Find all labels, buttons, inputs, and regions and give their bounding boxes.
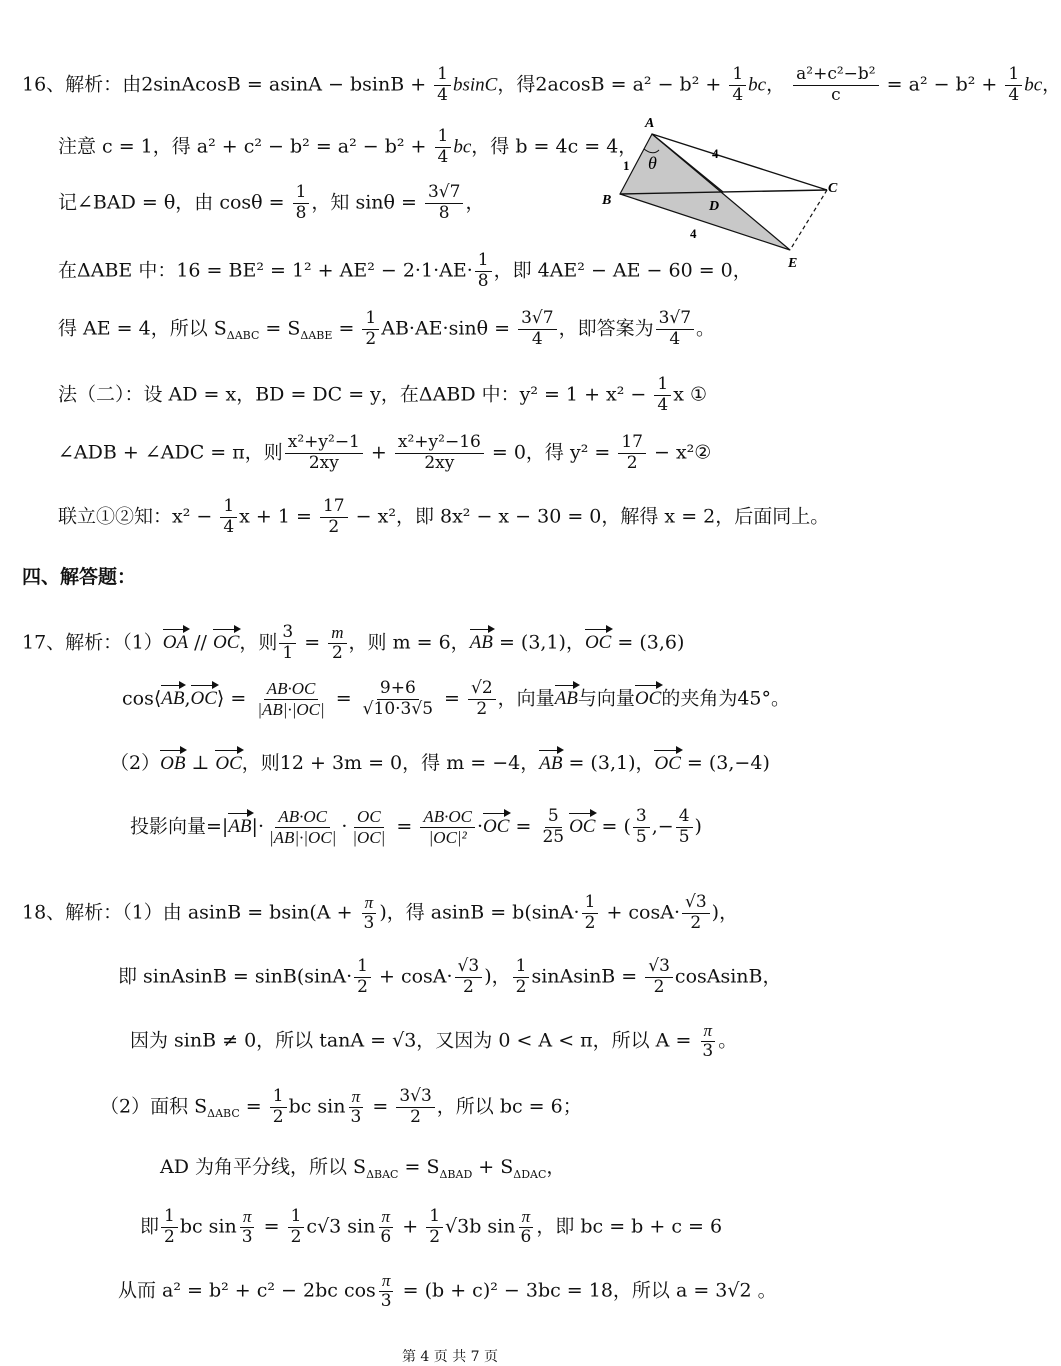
math: · — [476, 815, 484, 838]
fraction — [348, 1088, 365, 1127]
den: 4 — [437, 84, 448, 105]
math: = — [390, 815, 419, 838]
text: 即 — [140, 1215, 160, 1238]
problem-16-line-3 — [58, 184, 484, 223]
problem-16-line-6 — [58, 376, 707, 415]
math: 注意 c = 1，得 a² + c² − b² = a² − b² + — [58, 135, 433, 158]
fraction — [288, 1208, 305, 1247]
num: 1 — [354, 958, 371, 978]
den: 5 — [678, 826, 690, 847]
num: π — [701, 1022, 716, 1042]
math: ，即 4AE² − AE − 60 = 0， — [493, 259, 752, 282]
vector: OC — [213, 632, 240, 654]
fraction — [285, 434, 363, 473]
fraction — [729, 66, 746, 105]
num: 1 — [729, 66, 746, 86]
math: ，所以 bc = 6； — [436, 1095, 582, 1118]
den: 2 — [357, 976, 368, 997]
fraction — [539, 808, 567, 847]
text: 由 — [122, 73, 142, 96]
page-footer: 第 4 页 共 7 页 — [401, 1349, 499, 1365]
math: = (3,1)， — [492, 631, 585, 654]
vector: AB — [469, 632, 493, 654]
fraction — [396, 1088, 434, 1127]
vector: AB — [161, 688, 185, 710]
math: |· — [251, 815, 264, 838]
math: √3b sin — [445, 1215, 516, 1238]
math: 因为 sinB ≠ 0，所以 tanA = √3，又因为 0 < A < π，所以 A = — [130, 1029, 698, 1052]
math: = — [257, 1215, 286, 1238]
math: ⟩ = — [216, 687, 253, 710]
vector: AB — [554, 688, 578, 710]
math: = — [332, 317, 361, 340]
num: √3 — [682, 894, 710, 914]
vector: OC — [215, 753, 242, 774]
num: 1 — [435, 128, 452, 148]
problem-18-line-2 — [118, 958, 782, 997]
den: 25 — [542, 826, 565, 847]
math: ) — [694, 815, 702, 838]
problem-16-line-1 — [22, 66, 1061, 105]
den: 2 — [272, 1106, 284, 1127]
vector: OC — [634, 688, 662, 710]
math: = — [298, 631, 327, 654]
problem-label: 18、解析： — [22, 901, 123, 924]
fraction — [360, 680, 436, 719]
fraction — [378, 1272, 395, 1311]
fraction — [328, 624, 346, 663]
fraction — [633, 808, 650, 847]
text: ， — [465, 191, 485, 214]
num: 1 — [270, 1088, 287, 1108]
fraction — [362, 310, 379, 349]
problem-16-line-7 — [58, 434, 711, 473]
section-title: 四、解答题： — [22, 566, 137, 588]
problem-16-line-2 — [58, 128, 637, 167]
math: AB·AE·sinθ = — [381, 317, 517, 340]
subscript: ΔABE — [300, 329, 333, 343]
fraction — [518, 310, 556, 349]
math: )， — [484, 965, 511, 988]
num: OC — [354, 808, 384, 828]
math: ∠ADB + ∠ADC = π，则 — [58, 441, 283, 464]
fraction — [425, 184, 463, 223]
fraction — [239, 1208, 256, 1247]
math: = S — [398, 1156, 440, 1178]
fraction — [518, 1208, 535, 1247]
den: 2 — [164, 1226, 175, 1247]
num: 1 — [362, 310, 379, 330]
text: ，得 — [497, 73, 536, 96]
fraction — [395, 434, 484, 473]
den: 2 — [653, 976, 665, 997]
den: 2 — [584, 912, 596, 933]
fraction — [793, 66, 878, 105]
text: 的夹角为45°。 — [661, 687, 791, 710]
num: π — [240, 1208, 255, 1228]
num: 1 — [426, 1208, 443, 1228]
label-b: B — [602, 193, 612, 208]
vector: OC — [483, 816, 510, 838]
fraction — [618, 434, 646, 473]
num: x²+y²−1 — [285, 434, 363, 454]
fraction — [455, 958, 483, 997]
label-be-length: 4 — [690, 226, 697, 241]
math: 联立①②知：x² − — [58, 505, 219, 528]
problem-18-line-3 — [130, 1022, 737, 1061]
fraction — [468, 680, 496, 719]
vector: OB — [160, 753, 186, 774]
fraction — [361, 894, 378, 933]
fraction — [435, 128, 452, 167]
den: 2 — [331, 642, 343, 663]
num: √3 — [455, 958, 483, 978]
math: bc — [1024, 74, 1043, 96]
text: 。 — [718, 1029, 738, 1052]
math: + — [396, 1215, 425, 1238]
vector: AB — [228, 816, 252, 838]
math: = ( — [595, 815, 631, 838]
math: bc — [453, 136, 472, 158]
num: x²+y²−16 — [395, 434, 484, 454]
num: √3 — [645, 958, 673, 978]
num: √2 — [468, 680, 496, 700]
num: 3 — [633, 808, 650, 828]
problem-label: 17、解析： — [22, 631, 123, 654]
text: ， — [1042, 73, 1061, 96]
math: = — [329, 687, 358, 710]
num: π — [379, 1208, 394, 1228]
num: AB·OC — [264, 680, 319, 700]
math: ,− — [651, 815, 674, 838]
math: cos⟨ — [122, 687, 162, 710]
math: = (b + c)² − 3bc = 18，所以 a = 3√2 。 — [396, 1279, 777, 1302]
vector: OC — [569, 816, 596, 838]
fraction — [354, 958, 371, 997]
fraction — [699, 1022, 716, 1061]
problem-17-line-4 — [130, 808, 702, 847]
math: bc sin — [179, 1215, 237, 1238]
fraction — [279, 624, 296, 663]
math: bsinC — [453, 74, 498, 96]
fraction — [434, 66, 451, 105]
math: c√3 sin — [306, 1215, 376, 1238]
fraction — [426, 1208, 443, 1247]
subscript: ΔABC — [207, 1107, 240, 1121]
fraction — [513, 958, 530, 997]
math: − x²② — [647, 441, 712, 464]
num: 4 — [676, 808, 693, 828]
label-ac-length: 4 — [712, 146, 719, 161]
num: π — [519, 1208, 534, 1228]
den: 8 — [477, 270, 489, 291]
text: ，得 b = 4c = 4， — [471, 135, 638, 158]
subscript: ΔBAD — [439, 1167, 473, 1181]
math: 2sinAcosB = asinA − bsinB + — [141, 73, 433, 96]
den: 2 — [515, 976, 527, 997]
num: m — [328, 624, 346, 644]
fraction — [676, 808, 693, 847]
label-d: D — [709, 199, 720, 214]
text: （2） — [110, 752, 161, 774]
fraction — [682, 894, 710, 933]
fraction — [645, 958, 673, 997]
num: 3 — [279, 624, 296, 644]
math: x ① — [673, 383, 707, 406]
text: ，即答案为 — [558, 317, 654, 340]
math: 从而 a² = b² + c² − 2bc cos — [118, 1279, 376, 1302]
den: c — [831, 84, 841, 105]
den: 1 — [282, 642, 294, 663]
math: + cosA· — [600, 901, 680, 924]
fraction — [420, 808, 475, 847]
fraction — [475, 252, 492, 291]
den: 2 — [290, 1226, 302, 1247]
problem-18-line-5 — [160, 1156, 565, 1181]
fraction — [293, 184, 310, 223]
math: )， — [711, 901, 739, 924]
den: |AB|·|OC| — [257, 699, 325, 719]
math: )，得 asinB = b(sinA· — [379, 901, 580, 924]
num: 9+6 — [377, 680, 419, 700]
den: 2 — [429, 1226, 441, 1247]
fraction — [1005, 66, 1022, 105]
triangle-figure — [595, 112, 845, 274]
math: = 0，得 y² = — [485, 441, 617, 464]
den: 4 — [1008, 84, 1020, 105]
num: 3√3 — [396, 1088, 434, 1108]
math: 法（二）：设 AD = x，BD = DC = y，在ΔABD 中：y² = 1 + x² − — [58, 383, 653, 406]
den: 6 — [380, 1226, 392, 1247]
fraction — [349, 808, 388, 847]
den: √10·3√5 — [362, 698, 434, 719]
math: = — [239, 1095, 268, 1118]
math: = (3,6) — [611, 631, 685, 654]
math: 2acosB = a² − b² + — [535, 73, 728, 96]
den: 2 — [626, 452, 638, 473]
math: cosAsinB， — [674, 965, 782, 988]
math: ⊥ — [185, 752, 216, 774]
math: , — [184, 687, 191, 710]
den: 4 — [732, 84, 744, 105]
text: ，向量 — [497, 687, 555, 710]
den: 2 — [328, 516, 340, 537]
num: 3√7 — [518, 310, 556, 330]
den: |OC|² — [428, 827, 467, 847]
label-a: A — [645, 116, 655, 131]
den: 4 — [657, 394, 669, 415]
den: 4 — [223, 516, 235, 537]
math: · — [341, 815, 348, 838]
problem-17-line-1 — [22, 624, 684, 663]
text: 投影向量=| — [130, 815, 229, 838]
math: − x²，即 8x² − x − 30 = 0，解得 x = 2，后面同上。 — [349, 505, 830, 528]
fraction — [270, 1088, 287, 1127]
math: ，即 bc = b + c = 6 — [536, 1215, 723, 1238]
text: ， — [546, 1156, 566, 1178]
den: 3 — [363, 912, 375, 933]
num: 5 — [545, 808, 562, 828]
label-ab-length: 1 — [623, 158, 630, 173]
den: 2xy — [424, 452, 455, 473]
math: = — [509, 815, 538, 838]
num: 17 — [320, 498, 348, 518]
math: + S — [472, 1156, 514, 1178]
math: x + 1 = — [239, 505, 318, 528]
problem-17-line-3 — [110, 752, 770, 776]
den: 8 — [438, 202, 450, 223]
num: π — [379, 1272, 394, 1292]
fraction — [320, 498, 348, 537]
fraction — [656, 310, 694, 349]
problem-18-line-6 — [140, 1208, 722, 1247]
den: |AB|·|OC| — [269, 827, 337, 847]
text: 与向量 — [577, 687, 635, 710]
math: 记∠BAD = θ，由 cosθ = — [58, 191, 291, 214]
problem-18-line-4 — [100, 1088, 582, 1127]
math: ，知 sinθ = — [311, 191, 423, 214]
num: 1 — [475, 252, 492, 272]
subscript: ΔABC — [226, 329, 260, 343]
num: 1 — [1005, 66, 1022, 86]
num: 1 — [293, 184, 310, 204]
math: ，则 m = 6， — [348, 631, 470, 654]
fraction — [220, 498, 237, 537]
math: = — [366, 1095, 395, 1118]
den: 2 — [462, 976, 474, 997]
problem-16-line-8 — [58, 498, 829, 537]
num: 17 — [618, 434, 646, 454]
math: = (3,−4) — [680, 752, 770, 774]
den: 3 — [350, 1106, 362, 1127]
label-theta: θ — [648, 153, 657, 173]
num: AB·OC — [275, 808, 330, 828]
math: sinAsinB = — [531, 965, 644, 988]
den: |OC| — [352, 827, 386, 847]
vector: OC — [654, 753, 681, 774]
problem-18-line-1 — [22, 894, 738, 933]
den: 2 — [476, 698, 488, 719]
den: 2 — [365, 328, 377, 349]
math: = (3,1)， — [562, 752, 655, 774]
math: bc — [748, 74, 767, 96]
math: 得 AE = 4，所以 S — [58, 317, 227, 340]
den: 4 — [437, 146, 449, 167]
fraction — [377, 1208, 394, 1247]
problem-18-line-7 — [118, 1272, 777, 1311]
subscript: ΔDAC — [513, 1167, 547, 1181]
fraction — [161, 1208, 178, 1247]
subscript: ΔBAC — [366, 1167, 399, 1181]
num: 1 — [288, 1208, 305, 1228]
num: 1 — [220, 498, 237, 518]
den: 2 — [410, 1106, 421, 1127]
text: ， — [766, 73, 786, 96]
math: 在ΔABE 中：16 = BE² = 1² + AE² − 2·1·AE· — [58, 259, 473, 282]
num: π — [362, 894, 377, 914]
fraction — [254, 680, 327, 719]
den: 3 — [380, 1290, 392, 1311]
math: = a² − b² + — [880, 73, 1004, 96]
segment-ce-dashed — [790, 190, 827, 250]
math: // — [188, 631, 213, 654]
den: 6 — [520, 1226, 532, 1247]
num: AB·OC — [420, 808, 475, 828]
num: π — [349, 1088, 364, 1108]
text: （1） — [122, 631, 163, 654]
den: 4 — [669, 328, 681, 349]
math: = — [438, 687, 467, 710]
den: 2xy — [308, 452, 339, 473]
math: （2）面积 S — [100, 1095, 208, 1118]
math: 即 sinAsinB = sinB(sinA· — [118, 965, 353, 988]
num: 1 — [654, 376, 671, 396]
vector: OC — [584, 632, 612, 654]
num: 1 — [513, 958, 530, 978]
num: 1 — [434, 66, 451, 86]
fraction — [654, 376, 671, 415]
text: 。 — [696, 317, 716, 340]
fraction — [266, 808, 339, 847]
den: 8 — [295, 202, 307, 223]
num: 1 — [161, 1208, 178, 1228]
math: + — [364, 441, 393, 464]
math: = S — [259, 317, 301, 340]
math: AD 为角平分线，所以 S — [160, 1156, 367, 1178]
text: ，则 — [239, 631, 278, 654]
math: + cosA· — [372, 965, 453, 988]
num: 3√7 — [656, 310, 694, 330]
math: （1）由 asinB = bsin(A + — [122, 901, 359, 924]
num: 1 — [582, 894, 599, 914]
den: 3 — [241, 1226, 253, 1247]
problem-label: 16、解析： — [22, 73, 123, 96]
vector: OA — [162, 632, 189, 654]
label-e: E — [788, 256, 798, 271]
math: bc sin — [288, 1095, 346, 1118]
problem-17-line-2 — [122, 680, 790, 719]
num: a²+c²−b² — [793, 66, 878, 86]
vector: OC — [190, 688, 217, 710]
den: 5 — [635, 826, 647, 847]
den: 3 — [702, 1040, 714, 1061]
num: 3√7 — [425, 184, 463, 204]
label-c: C — [828, 181, 838, 196]
den: 2 — [690, 912, 702, 933]
problem-16-line-5 — [58, 310, 715, 349]
math: ，则12 + 3m = 0，得 m = −4， — [241, 752, 540, 774]
fraction — [582, 894, 599, 933]
vector: AB — [539, 753, 563, 774]
den: 4 — [531, 328, 543, 349]
